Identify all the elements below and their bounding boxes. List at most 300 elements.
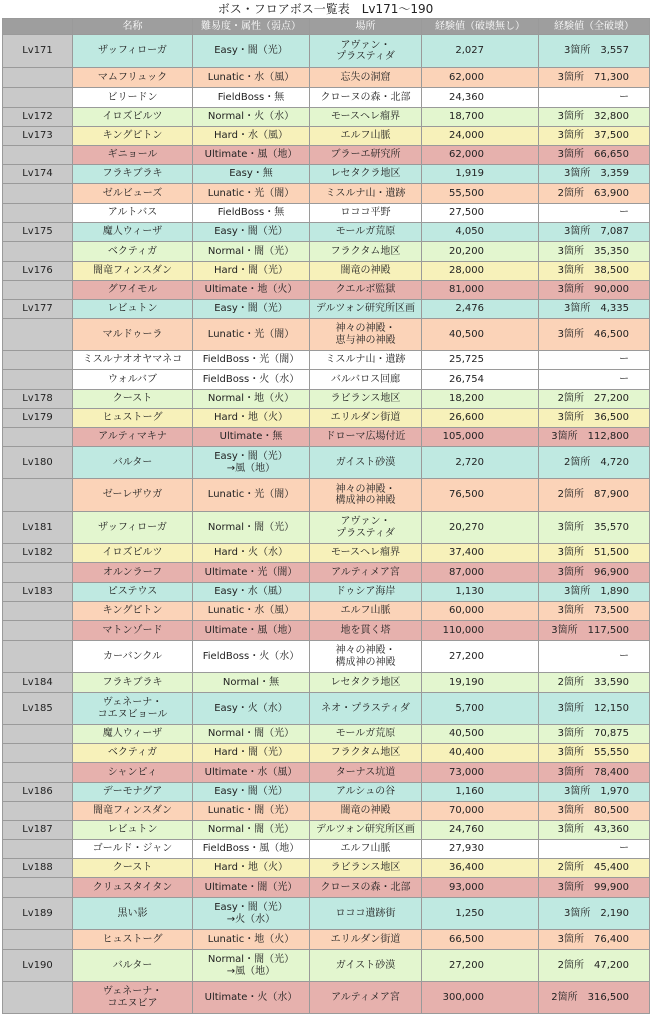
exp-no-break-cell: 1,130 bbox=[422, 583, 539, 602]
boss-name-cell: ミスルナオオヤマネコ bbox=[73, 351, 193, 370]
table-row bbox=[3, 641, 650, 673]
difficulty-cell: FieldBoss・光（闇） bbox=[193, 351, 310, 370]
level-cell bbox=[3, 802, 73, 821]
difficulty-cell: Easy・闇（光） →火（水） bbox=[193, 898, 310, 930]
boss-name-cell: マトンゾード bbox=[73, 621, 193, 641]
table-row bbox=[3, 821, 650, 840]
difficulty-cell: FieldBoss・風（地） bbox=[193, 840, 310, 859]
difficulty-cell: FieldBoss・火（水） bbox=[193, 370, 310, 390]
boss-name-cell: クースト bbox=[73, 859, 193, 878]
exp-full-break-cell: 3箇所 1,970 bbox=[539, 783, 650, 802]
difficulty-cell: Normal・闇（光） bbox=[193, 821, 310, 840]
table-row bbox=[3, 242, 650, 262]
exp-full-break-cell: 3箇所 80,500 bbox=[539, 802, 650, 821]
table-row bbox=[3, 262, 650, 281]
table-row bbox=[3, 673, 650, 693]
exp-full-break-cell: 3箇所 37,500 bbox=[539, 127, 650, 146]
level-cell bbox=[3, 184, 73, 204]
table-row bbox=[3, 602, 650, 621]
exp-full-break-cell: 3箇所 73,500 bbox=[539, 602, 650, 621]
difficulty-cell: Lunatic・光（闇） bbox=[193, 319, 310, 351]
exp-full-break-cell: 3箇所 99,900 bbox=[539, 878, 650, 898]
table-row bbox=[3, 204, 650, 223]
exp-full-break-cell: 2箇所 63,900 bbox=[539, 184, 650, 204]
location-cell: ミスルナ山・遺跡 bbox=[310, 351, 422, 370]
exp-full-break-cell: 3箇所 51,500 bbox=[539, 544, 650, 563]
difficulty-cell: Hard・火（水） bbox=[193, 544, 310, 563]
exp-no-break-cell: 40,400 bbox=[422, 744, 539, 763]
table-row bbox=[3, 802, 650, 821]
level-cell bbox=[3, 88, 73, 108]
exp-full-break-cell: 3箇所 117,500 bbox=[539, 621, 650, 641]
exp-no-break-cell: 18,700 bbox=[422, 108, 539, 127]
location-cell: ガイスト砂漠 bbox=[310, 447, 422, 479]
table-header-row bbox=[3, 19, 650, 35]
exp-no-break-cell: 300,000 bbox=[422, 982, 539, 1014]
difficulty-cell: Normal・無 bbox=[193, 673, 310, 693]
difficulty-cell: Ultimate・無 bbox=[193, 428, 310, 447]
boss-name-cell: グワイモル bbox=[73, 281, 193, 300]
exp-full-break-cell: 3箇所 32,800 bbox=[539, 108, 650, 127]
boss-name-cell: レビュトン bbox=[73, 300, 193, 319]
level-cell bbox=[3, 204, 73, 223]
boss-name-cell: デーモナグア bbox=[73, 783, 193, 802]
boss-name-cell: 闇竜フィンスダン bbox=[73, 262, 193, 281]
level-cell: Lv181 bbox=[3, 512, 73, 544]
location-cell: アルティメア宮 bbox=[310, 982, 422, 1014]
exp-full-break-cell: 3箇所 12,150 bbox=[539, 693, 650, 725]
table-row bbox=[3, 88, 650, 108]
exp-no-break-cell: 1,919 bbox=[422, 165, 539, 184]
location-cell: 忘失の洞窟 bbox=[310, 68, 422, 88]
table-row bbox=[3, 165, 650, 184]
boss-name-cell: ゴールド・ジャン bbox=[73, 840, 193, 859]
table-body bbox=[3, 35, 650, 1014]
boss-name-cell: アルトバス bbox=[73, 204, 193, 223]
boss-name-cell: ピステウス bbox=[73, 583, 193, 602]
table-row bbox=[3, 127, 650, 146]
difficulty-cell: Easy・闇（光） bbox=[193, 300, 310, 319]
level-cell: Lv171 bbox=[3, 35, 73, 68]
table-row bbox=[3, 35, 650, 68]
boss-name-cell: 魔人ウィーザ bbox=[73, 725, 193, 744]
level-cell bbox=[3, 744, 73, 763]
difficulty-cell: Ultimate・風（地） bbox=[193, 621, 310, 641]
difficulty-cell: FieldBoss・無 bbox=[193, 88, 310, 108]
location-cell: ターナス坑道 bbox=[310, 763, 422, 783]
level-cell: Lv173 bbox=[3, 127, 73, 146]
difficulty-cell: Easy・闇（光） bbox=[193, 783, 310, 802]
exp-full-break-cell: 2箇所 33,590 bbox=[539, 673, 650, 693]
level-cell: Lv190 bbox=[3, 950, 73, 982]
header-exp-full-break: 経験値（全破壊） bbox=[539, 19, 650, 35]
level-cell bbox=[3, 840, 73, 859]
location-cell: 地を貫く塔 bbox=[310, 621, 422, 641]
exp-full-break-cell: 3箇所 38,500 bbox=[539, 262, 650, 281]
exp-full-break-cell: 3箇所 2,190 bbox=[539, 898, 650, 930]
level-cell bbox=[3, 930, 73, 950]
table-row bbox=[3, 744, 650, 763]
exp-no-break-cell: 25,725 bbox=[422, 351, 539, 370]
level-cell bbox=[3, 146, 73, 165]
boss-name-cell: クースト bbox=[73, 390, 193, 409]
location-cell: ロココ平野 bbox=[310, 204, 422, 223]
exp-full-break-cell: 3箇所 4,335 bbox=[539, 300, 650, 319]
table-row bbox=[3, 319, 650, 351]
exp-full-break-cell: 3箇所 3,359 bbox=[539, 165, 650, 184]
exp-no-break-cell: 73,000 bbox=[422, 763, 539, 783]
boss-name-cell: マムフリュック bbox=[73, 68, 193, 88]
exp-no-break-cell: 87,000 bbox=[422, 563, 539, 583]
boss-name-cell: ヴェネーナ・ コエヌビョール bbox=[73, 693, 193, 725]
level-cell: Lv187 bbox=[3, 821, 73, 840]
boss-name-cell: アルティマキナ bbox=[73, 428, 193, 447]
exp-no-break-cell: 81,000 bbox=[422, 281, 539, 300]
table-row bbox=[3, 370, 650, 390]
boss-name-cell: ヒュストーグ bbox=[73, 409, 193, 428]
boss-name-cell: ウォルバブ bbox=[73, 370, 193, 390]
level-cell bbox=[3, 479, 73, 512]
exp-no-break-cell: 2,720 bbox=[422, 447, 539, 479]
level-cell: Lv182 bbox=[3, 544, 73, 563]
location-cell: エルフ山脈 bbox=[310, 127, 422, 146]
level-cell: Lv177 bbox=[3, 300, 73, 319]
level-cell bbox=[3, 725, 73, 744]
difficulty-cell: Lunatic・光（闇） bbox=[193, 479, 310, 512]
exp-full-break-cell: 3箇所 90,000 bbox=[539, 281, 650, 300]
table-row bbox=[3, 300, 650, 319]
difficulty-cell: Ultimate・火（水） bbox=[193, 982, 310, 1014]
location-cell: エリルダン街道 bbox=[310, 930, 422, 950]
table-row bbox=[3, 479, 650, 512]
exp-no-break-cell: 55,500 bbox=[422, 184, 539, 204]
exp-no-break-cell: 27,930 bbox=[422, 840, 539, 859]
table-row bbox=[3, 512, 650, 544]
location-cell: フラクタム地区 bbox=[310, 744, 422, 763]
table-row bbox=[3, 930, 650, 950]
location-cell: ネオ・プラスティダ bbox=[310, 693, 422, 725]
table-row bbox=[3, 898, 650, 930]
boss-name-cell: ヒュストーグ bbox=[73, 930, 193, 950]
exp-no-break-cell: 37,400 bbox=[422, 544, 539, 563]
exp-no-break-cell: 76,500 bbox=[422, 479, 539, 512]
table-row bbox=[3, 351, 650, 370]
exp-no-break-cell: 40,500 bbox=[422, 725, 539, 744]
table-row bbox=[3, 878, 650, 898]
boss-name-cell: フラキブラキ bbox=[73, 673, 193, 693]
table-row bbox=[3, 281, 650, 300]
exp-full-break-cell: 3箇所 71,300 bbox=[539, 68, 650, 88]
difficulty-cell: Easy・無 bbox=[193, 165, 310, 184]
exp-full-break-cell: 3箇所 66,650 bbox=[539, 146, 650, 165]
exp-full-break-cell: 3箇所 55,550 bbox=[539, 744, 650, 763]
level-cell bbox=[3, 563, 73, 583]
location-cell: モースヘレ瘤界 bbox=[310, 108, 422, 127]
boss-name-cell: イロズピルツ bbox=[73, 544, 193, 563]
boss-name-cell: ベクティガ bbox=[73, 242, 193, 262]
level-cell bbox=[3, 281, 73, 300]
exp-no-break-cell: 105,000 bbox=[422, 428, 539, 447]
exp-no-break-cell: 4,050 bbox=[422, 223, 539, 242]
difficulty-cell: Normal・闇（光） bbox=[193, 512, 310, 544]
location-cell: ブラーエ研究所 bbox=[310, 146, 422, 165]
exp-no-break-cell: 24,360 bbox=[422, 88, 539, 108]
exp-no-break-cell: 36,400 bbox=[422, 859, 539, 878]
table-row bbox=[3, 390, 650, 409]
location-cell: モースヘレ瘤界 bbox=[310, 544, 422, 563]
difficulty-cell: Ultimate・風（地） bbox=[193, 146, 310, 165]
boss-name-cell: ベクティガ bbox=[73, 744, 193, 763]
difficulty-cell: Lunatic・水（風） bbox=[193, 602, 310, 621]
exp-full-break-cell: 3箇所 76,400 bbox=[539, 930, 650, 950]
exp-full-break-cell: ー bbox=[539, 370, 650, 390]
exp-full-break-cell: ー bbox=[539, 840, 650, 859]
location-cell: デルツォン研究所区画 bbox=[310, 300, 422, 319]
location-cell: アルティメア宮 bbox=[310, 563, 422, 583]
table-row bbox=[3, 783, 650, 802]
exp-full-break-cell: 2箇所 27,200 bbox=[539, 390, 650, 409]
level-cell bbox=[3, 428, 73, 447]
level-cell: Lv179 bbox=[3, 409, 73, 428]
location-cell: ガイスト砂漠 bbox=[310, 950, 422, 982]
exp-full-break-cell: 3箇所 96,900 bbox=[539, 563, 650, 583]
exp-no-break-cell: 70,000 bbox=[422, 802, 539, 821]
boss-name-cell: シャンピィ bbox=[73, 763, 193, 783]
boss-name-cell: 黒い影 bbox=[73, 898, 193, 930]
location-cell: エルフ山脈 bbox=[310, 840, 422, 859]
table-row bbox=[3, 583, 650, 602]
exp-full-break-cell: 2箇所 87,900 bbox=[539, 479, 650, 512]
difficulty-cell: Hard・地（火） bbox=[193, 409, 310, 428]
exp-full-break-cell: 3箇所 43,360 bbox=[539, 821, 650, 840]
boss-name-cell: 魔人ウィーザ bbox=[73, 223, 193, 242]
table-row bbox=[3, 68, 650, 88]
difficulty-cell: Easy・水（風） bbox=[193, 583, 310, 602]
boss-name-cell: ギニョール bbox=[73, 146, 193, 165]
location-cell: モールガ荒原 bbox=[310, 725, 422, 744]
exp-full-break-cell: 2箇所 316,500 bbox=[539, 982, 650, 1014]
level-cell bbox=[3, 319, 73, 351]
difficulty-cell: Lunatic・闇（光） bbox=[193, 802, 310, 821]
exp-full-break-cell: ー bbox=[539, 88, 650, 108]
level-cell bbox=[3, 242, 73, 262]
difficulty-cell: Hard・地（火） bbox=[193, 859, 310, 878]
level-cell: Lv183 bbox=[3, 583, 73, 602]
location-cell: エルフ山脈 bbox=[310, 602, 422, 621]
boss-name-cell: クリュスタイタン bbox=[73, 878, 193, 898]
exp-full-break-cell: 3箇所 70,875 bbox=[539, 725, 650, 744]
level-cell: Lv175 bbox=[3, 223, 73, 242]
header-level bbox=[3, 19, 73, 35]
boss-name-cell: バルター bbox=[73, 950, 193, 982]
exp-full-break-cell: ー bbox=[539, 204, 650, 223]
difficulty-cell: Easy・闇（光） bbox=[193, 35, 310, 68]
exp-full-break-cell: 3箇所 35,350 bbox=[539, 242, 650, 262]
difficulty-cell: Ultimate・闇（光） bbox=[193, 878, 310, 898]
boss-name-cell: オルンラーフ bbox=[73, 563, 193, 583]
boss-name-cell: ビリードン bbox=[73, 88, 193, 108]
table-row bbox=[3, 982, 650, 1014]
level-cell: Lv172 bbox=[3, 108, 73, 127]
exp-no-break-cell: 5,700 bbox=[422, 693, 539, 725]
boss-name-cell: イロズピルツ bbox=[73, 108, 193, 127]
exp-full-break-cell: 3箇所 78,400 bbox=[539, 763, 650, 783]
exp-full-break-cell: ー bbox=[539, 641, 650, 673]
difficulty-cell: Normal・闇（光） bbox=[193, 725, 310, 744]
level-cell: Lv184 bbox=[3, 673, 73, 693]
table-row bbox=[3, 184, 650, 204]
location-cell: クローヌの森・北部 bbox=[310, 878, 422, 898]
page-title: ボス・フロアボス一覧表 Lv171〜190 bbox=[217, 2, 434, 16]
difficulty-cell: Normal・闇（光） →風（地） bbox=[193, 950, 310, 982]
location-cell: ミスルナ山・遺跡 bbox=[310, 184, 422, 204]
difficulty-cell: Hard・闇（光） bbox=[193, 262, 310, 281]
location-cell: ラビランス地区 bbox=[310, 390, 422, 409]
exp-no-break-cell: 2,027 bbox=[422, 35, 539, 68]
level-cell: Lv185 bbox=[3, 693, 73, 725]
table-row bbox=[3, 693, 650, 725]
level-cell bbox=[3, 982, 73, 1014]
boss-name-cell: 闇竜フィンスダン bbox=[73, 802, 193, 821]
difficulty-cell: Easy・火（水） bbox=[193, 693, 310, 725]
difficulty-cell: Lunatic・地（火） bbox=[193, 930, 310, 950]
level-cell bbox=[3, 351, 73, 370]
location-cell: クエルボ監獄 bbox=[310, 281, 422, 300]
exp-no-break-cell: 66,500 bbox=[422, 930, 539, 950]
location-cell: 神々の神殿・ 構成神の神殿 bbox=[310, 641, 422, 673]
table-row bbox=[3, 544, 650, 563]
location-cell: フラクタム地区 bbox=[310, 242, 422, 262]
difficulty-cell: Easy・闇（光） bbox=[193, 223, 310, 242]
level-cell: Lv174 bbox=[3, 165, 73, 184]
exp-no-break-cell: 62,000 bbox=[422, 146, 539, 165]
exp-no-break-cell: 93,000 bbox=[422, 878, 539, 898]
level-cell: Lv189 bbox=[3, 898, 73, 930]
exp-full-break-cell: 3箇所 112,800 bbox=[539, 428, 650, 447]
table-row bbox=[3, 409, 650, 428]
table-row bbox=[3, 621, 650, 641]
level-cell: Lv178 bbox=[3, 390, 73, 409]
exp-full-break-cell: 2箇所 4,720 bbox=[539, 447, 650, 479]
exp-no-break-cell: 1,160 bbox=[422, 783, 539, 802]
location-cell: ラビランス地区 bbox=[310, 859, 422, 878]
table-row bbox=[3, 447, 650, 479]
location-cell: エリルダン街道 bbox=[310, 409, 422, 428]
exp-no-break-cell: 20,270 bbox=[422, 512, 539, 544]
difficulty-cell: FieldBoss・火（水） bbox=[193, 641, 310, 673]
table-row bbox=[3, 840, 650, 859]
exp-full-break-cell: 2箇所 45,400 bbox=[539, 859, 650, 878]
header-location: 場所 bbox=[310, 19, 422, 35]
level-cell bbox=[3, 641, 73, 673]
table-row bbox=[3, 428, 650, 447]
boss-name-cell: レビュトン bbox=[73, 821, 193, 840]
level-cell bbox=[3, 68, 73, 88]
location-cell: アヴァン・ プラスティダ bbox=[310, 35, 422, 68]
exp-no-break-cell: 27,200 bbox=[422, 641, 539, 673]
exp-no-break-cell: 60,000 bbox=[422, 602, 539, 621]
boss-name-cell: ゼーレザウガ bbox=[73, 479, 193, 512]
exp-full-break-cell: 3箇所 7,087 bbox=[539, 223, 650, 242]
boss-name-cell: キングピトン bbox=[73, 127, 193, 146]
difficulty-cell: Lunatic・光（闇） bbox=[193, 184, 310, 204]
exp-full-break-cell: ー bbox=[539, 351, 650, 370]
difficulty-cell: Hard・水（風） bbox=[193, 127, 310, 146]
header-exp-no-break: 経験値（破壊無し） bbox=[422, 19, 539, 35]
exp-no-break-cell: 18,200 bbox=[422, 390, 539, 409]
level-cell: Lv186 bbox=[3, 783, 73, 802]
difficulty-cell: Normal・闇（光） bbox=[193, 242, 310, 262]
level-cell bbox=[3, 602, 73, 621]
exp-full-break-cell: 3箇所 3,557 bbox=[539, 35, 650, 68]
exp-full-break-cell: 3箇所 35,570 bbox=[539, 512, 650, 544]
exp-no-break-cell: 26,600 bbox=[422, 409, 539, 428]
table-row bbox=[3, 859, 650, 878]
exp-no-break-cell: 24,000 bbox=[422, 127, 539, 146]
exp-no-break-cell: 20,200 bbox=[422, 242, 539, 262]
level-cell: Lv176 bbox=[3, 262, 73, 281]
header-difficulty: 難易度・属性（弱点） bbox=[193, 19, 310, 35]
table-row bbox=[3, 223, 650, 242]
level-cell bbox=[3, 763, 73, 783]
location-cell: レセタクラ地区 bbox=[310, 165, 422, 184]
difficulty-cell: Normal・地（火） bbox=[193, 390, 310, 409]
table-row bbox=[3, 563, 650, 583]
header-name: 名称 bbox=[73, 19, 193, 35]
difficulty-cell: Hard・闇（光） bbox=[193, 744, 310, 763]
boss-name-cell: フラキブラキ bbox=[73, 165, 193, 184]
difficulty-cell: Ultimate・光（闇） bbox=[193, 563, 310, 583]
location-cell: 神々の神殿・ 構成神の神殿 bbox=[310, 479, 422, 512]
boss-name-cell: ザッフィローガ bbox=[73, 512, 193, 544]
table-row bbox=[3, 950, 650, 982]
exp-no-break-cell: 27,500 bbox=[422, 204, 539, 223]
location-cell: アルシュの谷 bbox=[310, 783, 422, 802]
difficulty-cell: Lunatic・水（風） bbox=[193, 68, 310, 88]
exp-no-break-cell: 1,250 bbox=[422, 898, 539, 930]
exp-full-break-cell: 3箇所 46,500 bbox=[539, 319, 650, 351]
exp-no-break-cell: 27,200 bbox=[422, 950, 539, 982]
exp-no-break-cell: 26,754 bbox=[422, 370, 539, 390]
difficulty-cell: FieldBoss・無 bbox=[193, 204, 310, 223]
location-cell: バルバロス回廊 bbox=[310, 370, 422, 390]
level-cell bbox=[3, 370, 73, 390]
location-cell: 闇竜の神殿 bbox=[310, 802, 422, 821]
difficulty-cell: Ultimate・水（風） bbox=[193, 763, 310, 783]
location-cell: アヴァン・ プラスティダ bbox=[310, 512, 422, 544]
level-cell bbox=[3, 621, 73, 641]
difficulty-cell: Normal・火（水） bbox=[193, 108, 310, 127]
location-cell: モールガ荒原 bbox=[310, 223, 422, 242]
table-row bbox=[3, 763, 650, 783]
location-cell: ドゥシア海岸 bbox=[310, 583, 422, 602]
difficulty-cell: Easy・闇（光） →風（地） bbox=[193, 447, 310, 479]
exp-no-break-cell: 24,760 bbox=[422, 821, 539, 840]
exp-no-break-cell: 40,500 bbox=[422, 319, 539, 351]
table-row bbox=[3, 146, 650, 165]
boss-name-cell: バルター bbox=[73, 447, 193, 479]
table-row bbox=[3, 108, 650, 127]
boss-name-cell: マルドゥーラ bbox=[73, 319, 193, 351]
level-cell bbox=[3, 878, 73, 898]
exp-no-break-cell: 19,190 bbox=[422, 673, 539, 693]
location-cell: 闇竜の神殿 bbox=[310, 262, 422, 281]
boss-name-cell: ヴェネーナ・ コエヌビア bbox=[73, 982, 193, 1014]
location-cell: 神々の神殿・ 恵与神の神殿 bbox=[310, 319, 422, 351]
table-row bbox=[3, 725, 650, 744]
exp-full-break-cell: 3箇所 36,500 bbox=[539, 409, 650, 428]
exp-full-break-cell: 2箇所 47,200 bbox=[539, 950, 650, 982]
